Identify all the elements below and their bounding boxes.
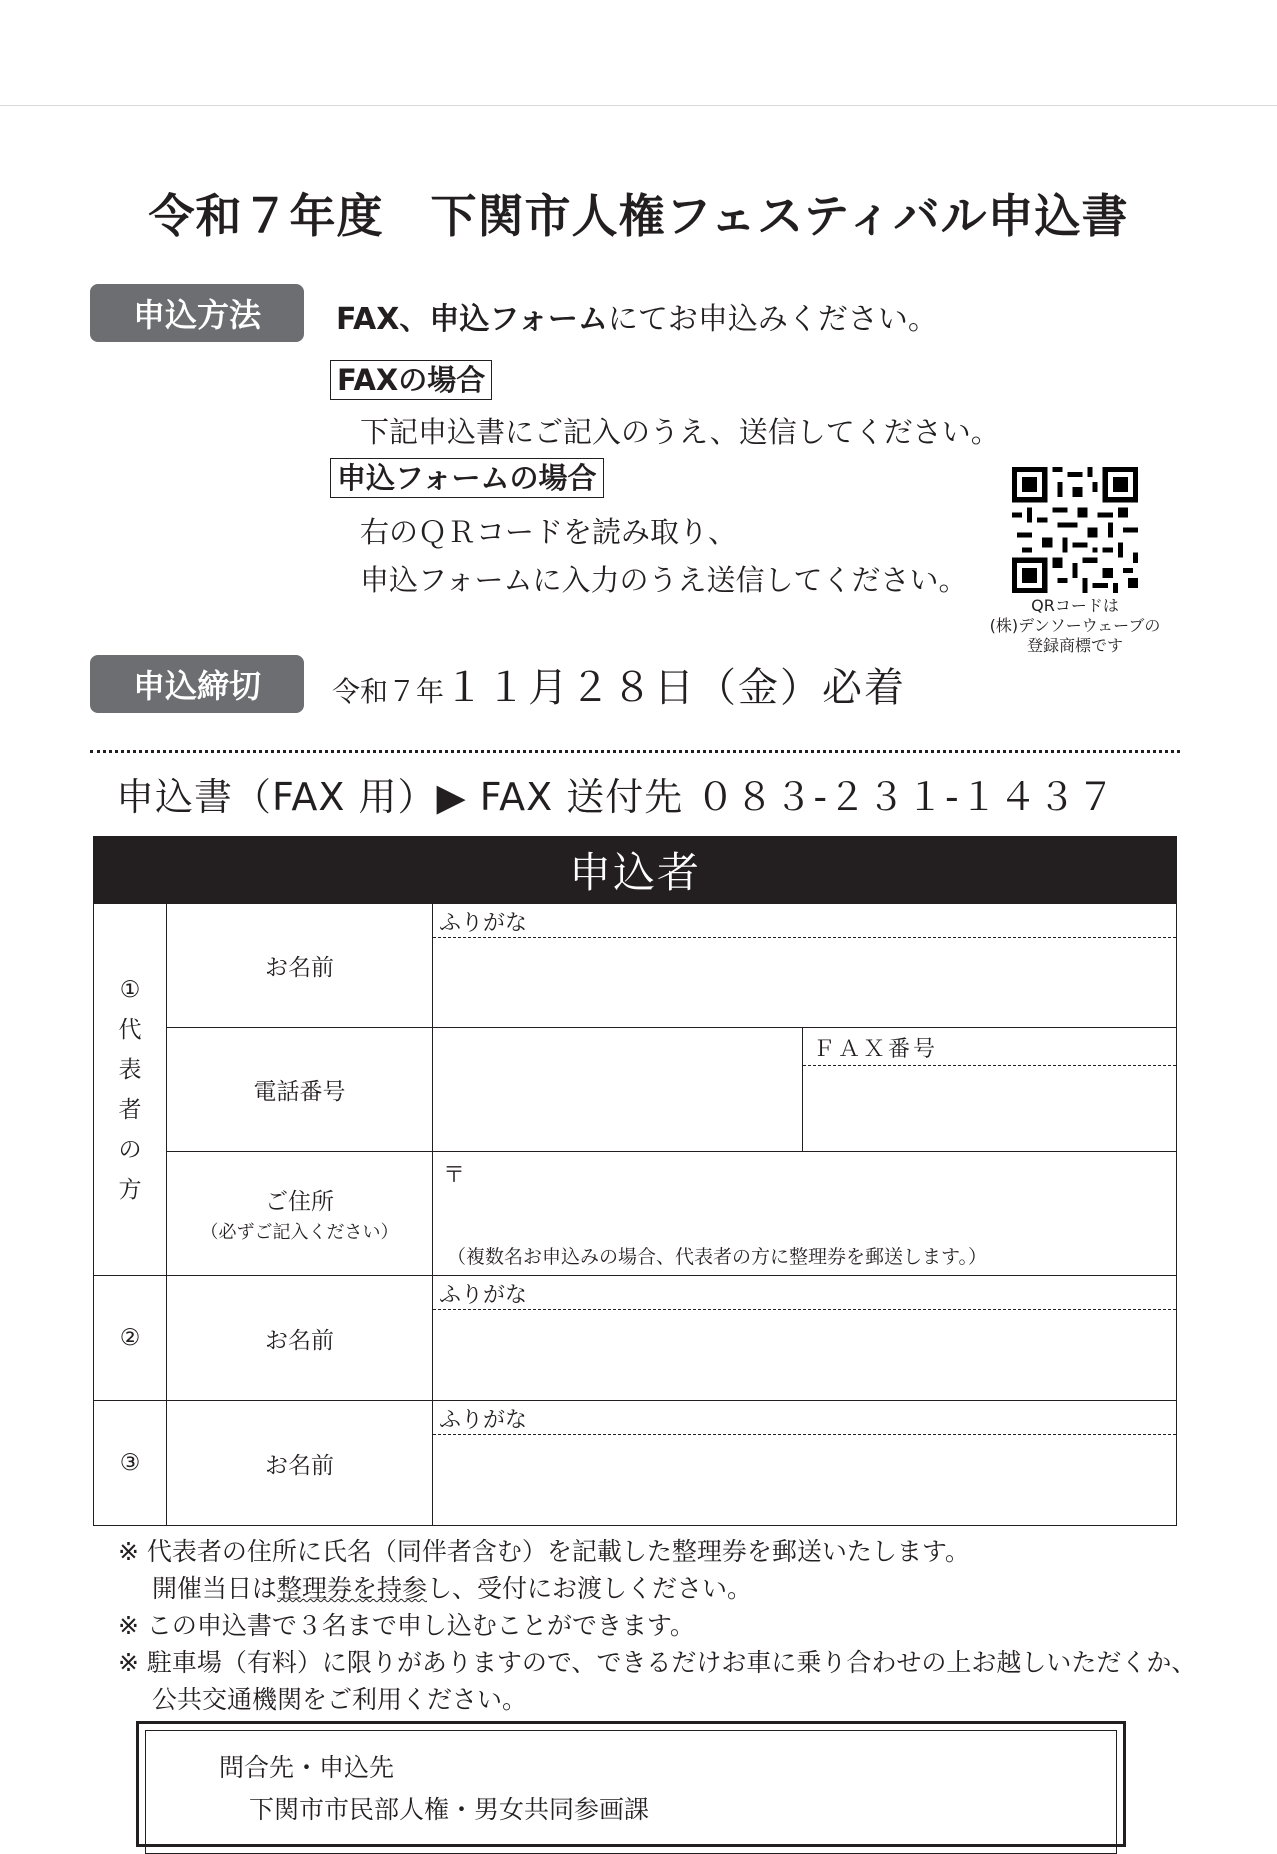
address-field[interactable] <box>433 1152 1177 1276</box>
qr-caption-line-3: 登録商標です <box>1026 636 1123 655</box>
note-2 <box>118 1607 1196 1644</box>
contact-box <box>136 1721 1126 1847</box>
fax-number-field[interactable] <box>803 1028 1177 1152</box>
notes <box>118 1533 1196 1718</box>
phone-field[interactable] <box>433 1028 803 1152</box>
form-case-text-2: 申込フォームに入力のうえ送信してください。 <box>360 563 968 597</box>
rep-char-2: 表 <box>118 1056 142 1083</box>
fax-number-label: ＦＡＸ番号 <box>803 1028 1176 1066</box>
form-header: 申込者 <box>94 837 1177 904</box>
address-note: （複数名お申込みの場合、代表者の方に整理券を郵送します。） <box>447 1246 987 1268</box>
marker-3: ③ <box>94 1401 167 1526</box>
note-1b-pre: 開催当日は <box>152 1574 278 1603</box>
note-1b-post: し、受付にお渡しください。 <box>427 1574 753 1603</box>
marker-1: ① <box>119 976 141 1003</box>
name-field-1[interactable] <box>433 904 1177 1028</box>
page-title: 令和７年度 下関市人権フェスティバル申込書 <box>148 189 1129 243</box>
rep-char-1: 代 <box>118 1016 142 1043</box>
address-label-cell <box>167 1152 433 1276</box>
deadline-text <box>332 656 906 713</box>
name-field-3[interactable] <box>433 1401 1177 1526</box>
address-sublabel: （必ずご記入ください） <box>200 1222 399 1243</box>
furigana-label-3: ふりがな <box>433 1401 1176 1435</box>
note-1 <box>118 1533 1196 1570</box>
phone-label: 電話番号 <box>167 1028 433 1152</box>
representative-column <box>94 904 167 1276</box>
form-case-label: 申込フォームの場合 <box>330 458 604 498</box>
furigana-label-1: ふりがな <box>433 904 1176 938</box>
form-case-text-1: 右のＱＲコードを読み取り、 <box>360 515 738 549</box>
note-3-text: 駐車場（有料）に限りがありますので、できるだけお車に乗り合わせの上お越しいただくか、 <box>146 1648 1197 1677</box>
method-line <box>336 294 938 338</box>
deadline-date: １１月２８日（金）必着 <box>444 665 907 711</box>
note-2-mark: ※ <box>118 1611 139 1640</box>
note-1b-wavy: 整理券を持参 <box>277 1574 428 1603</box>
rep-char-5: 方 <box>118 1176 142 1203</box>
rep-char-4: の <box>118 1136 142 1163</box>
note-1-text: 代表者の住所に氏名（同伴者含む）を記載した整理券を郵送いたします。 <box>146 1537 970 1566</box>
name-label-3: お名前 <box>167 1401 433 1526</box>
deadline-era: 令和７年 <box>332 675 445 708</box>
rep-char-3: 者 <box>118 1096 142 1123</box>
method-line-bold: FAX、申込フォーム <box>336 302 608 337</box>
address-label: ご住所 <box>265 1189 334 1215</box>
qr-caption <box>980 596 1170 656</box>
qr-caption-line-2: (株)デンソーウェーブの <box>989 616 1161 635</box>
method-pill: 申込方法 <box>90 284 304 342</box>
qr-caption-line-1: QRコードは <box>1031 596 1119 615</box>
marker-2: ② <box>94 1276 167 1401</box>
application-form-table <box>93 836 1177 1526</box>
note-3b: 公共交通機関をご利用ください。 <box>152 1685 528 1714</box>
zip-mark: 〒 <box>443 1163 466 1188</box>
contact-dept: 下関市市民部人権・男女共同参画課 <box>249 1795 650 1824</box>
note-1b <box>118 1570 1196 1607</box>
name-label-2: お名前 <box>167 1276 433 1401</box>
note-1-mark: ※ <box>118 1537 139 1566</box>
furigana-label-2: ふりがな <box>433 1276 1176 1310</box>
note-3 <box>118 1644 1196 1681</box>
name-label-1: お名前 <box>167 904 433 1028</box>
fax-header: 申込書（FAX 用）▶ FAX 送付先 ０８３-２３１-１４３７ <box>116 775 1116 819</box>
qr-code-icon[interactable] <box>1012 467 1138 593</box>
contact-label: 問合先・申込先 <box>219 1753 395 1782</box>
fax-case-label: FAXの場合 <box>330 360 492 400</box>
name-field-2[interactable] <box>433 1276 1177 1401</box>
page-top-rule <box>0 105 1277 106</box>
method-line-rest: にてお申込みください。 <box>607 302 938 337</box>
deadline-pill: 申込締切 <box>90 655 304 713</box>
cut-line <box>90 750 1180 753</box>
fax-case-text: 下記申込書にご記入のうえ、送信してください。 <box>360 415 1000 449</box>
note-3-mark: ※ <box>118 1648 139 1677</box>
note-2-text: この申込書で３名まで申し込むことができます。 <box>146 1611 695 1640</box>
